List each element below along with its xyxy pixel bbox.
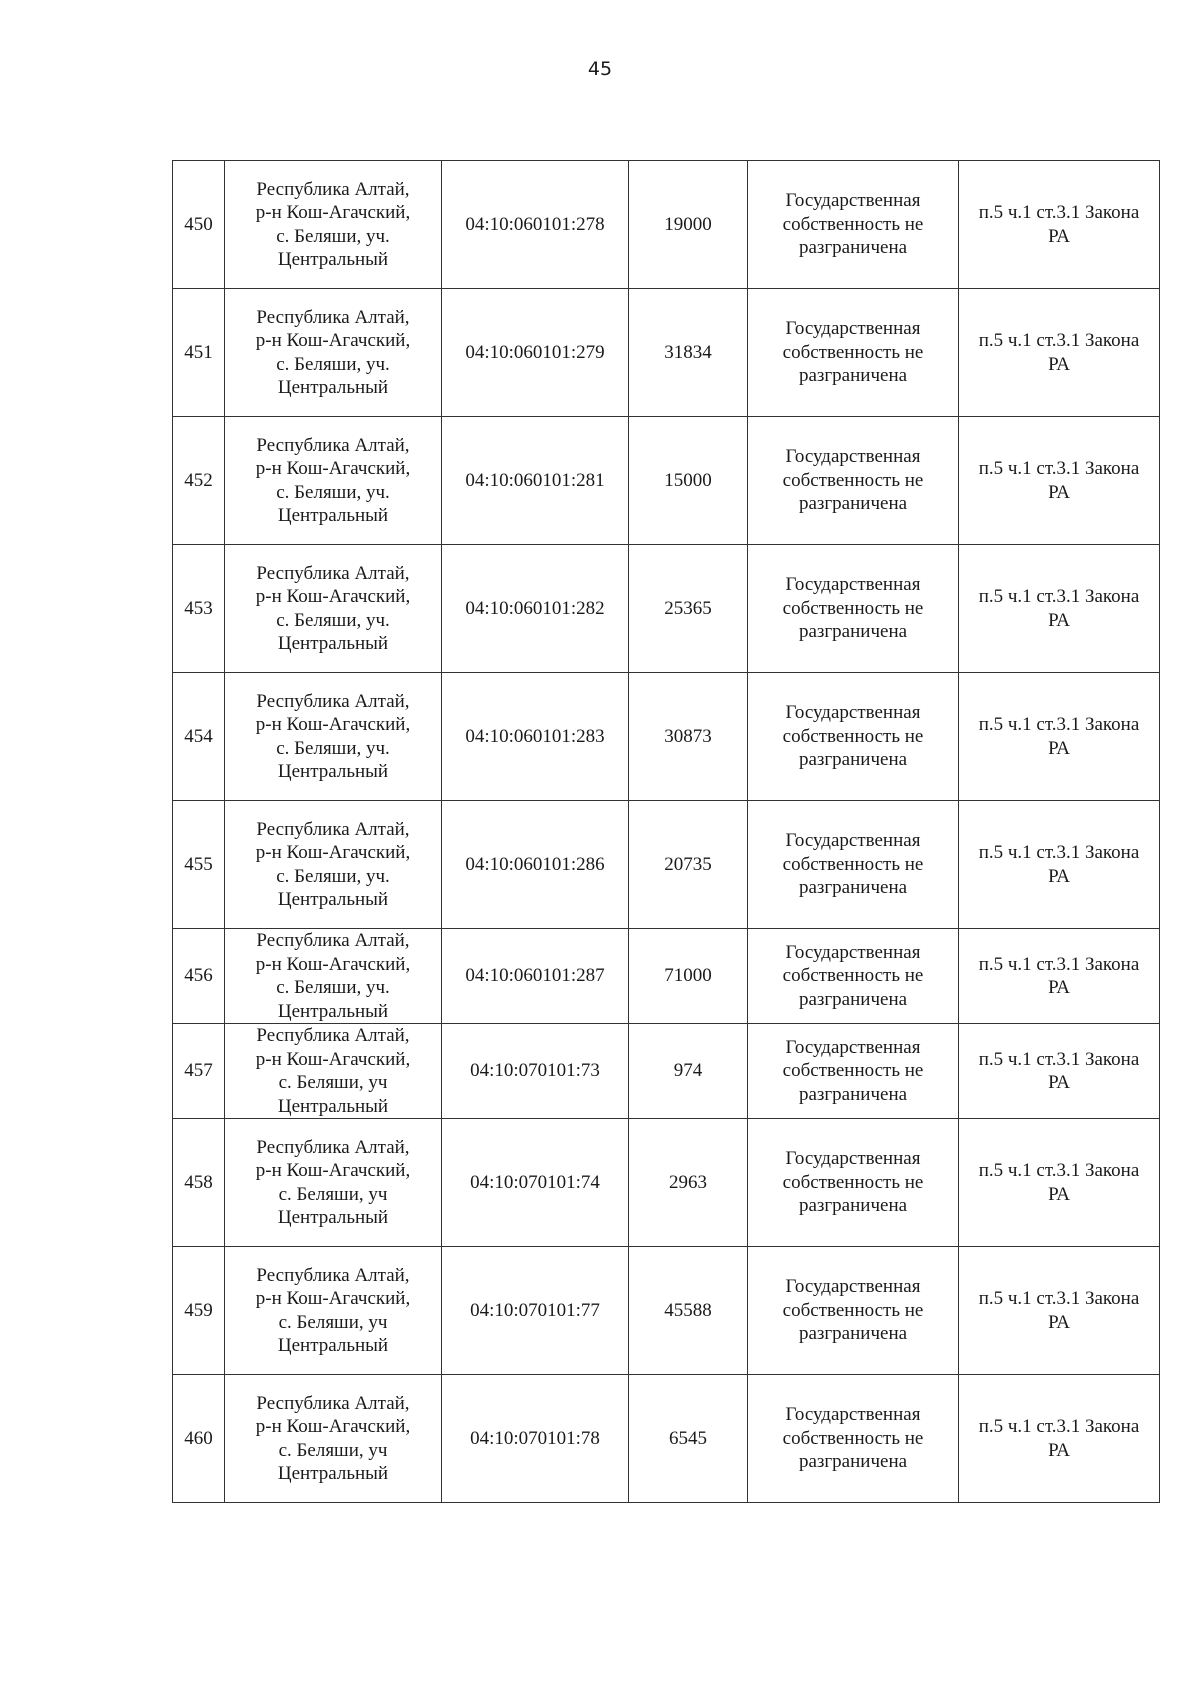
- cadastral-number: 04:10:070101:73: [442, 1024, 629, 1119]
- address-cell-line: Центральный: [277, 1335, 389, 1356]
- table-row: [173, 1247, 1160, 1375]
- address-cell-line: Республика Алтай,: [256, 1392, 410, 1414]
- ownership-cell-line: Государственная: [785, 941, 921, 963]
- ownership-cell-line: разграничена: [798, 365, 908, 387]
- table-row: [173, 1024, 1160, 1119]
- address-cell-line: с. Беляши, уч.: [276, 481, 390, 503]
- cadastral-number: 04:10:060101:286: [442, 801, 629, 929]
- address-cell-line: р-н Кош-Агачский,: [255, 586, 411, 607]
- address-cell-line: Центральный: [277, 889, 389, 910]
- legal-basis-cell-line: РА: [1048, 977, 1070, 998]
- legal-basis-cell-line: п.5 ч.1 ст.3.1 Закона: [978, 1288, 1140, 1309]
- legal-basis-cell-line: РА: [1048, 1072, 1070, 1093]
- legal-basis-cell: [959, 161, 1160, 289]
- ownership-cell-line: Государственная: [785, 318, 921, 340]
- legal-basis-cell: [959, 801, 1160, 929]
- legal-basis-cell-line: п.5 ч.1 ст.3.1 Закона: [978, 202, 1140, 223]
- address-cell-line: р-н Кош-Агачский,: [255, 953, 411, 975]
- legal-basis-cell-line: п.5 ч.1 ст.3.1 Закона: [978, 953, 1140, 975]
- area-value: 2963: [629, 1119, 748, 1247]
- legal-basis-cell-line: РА: [1048, 1439, 1070, 1461]
- table-row: [173, 545, 1160, 673]
- address-cell-line: Центральный: [277, 1095, 389, 1117]
- address-cell-line: Центральный: [277, 1000, 389, 1022]
- ownership-cell-line: разграничена: [798, 493, 908, 515]
- cadastral-number: 04:10:070101:77: [442, 1247, 629, 1375]
- legal-basis-cell-line: п.5 ч.1 ст.3.1 Закона: [978, 1048, 1140, 1070]
- legal-basis-cell-line: п.5 ч.1 ст.3.1 Закона: [978, 714, 1140, 735]
- ownership-cell-line: собственность не: [782, 1171, 924, 1193]
- area-value: 20735: [629, 801, 748, 929]
- legal-basis-cell-line: РА: [1048, 737, 1070, 759]
- land-registry-table: [172, 160, 1160, 1503]
- legal-basis-cell-line: РА: [1048, 865, 1070, 887]
- ownership-cell-line: Государственная: [785, 1036, 921, 1058]
- page-number: 45: [587, 58, 613, 80]
- ownership-cell-line: собственность не: [782, 469, 924, 491]
- ownership-cell-line: разграничена: [798, 237, 908, 259]
- row-number: 450: [173, 161, 225, 289]
- row-number: 457: [173, 1024, 225, 1119]
- address-cell-line: Республика Алтай,: [256, 178, 410, 200]
- ownership-cell: [748, 1375, 959, 1503]
- cadastral-number: 04:10:060101:287: [442, 929, 629, 1024]
- cadastral-number: 04:10:060101:281: [442, 417, 629, 545]
- legal-basis-cell-line: п.5 ч.1 ст.3.1 Закона: [978, 842, 1140, 863]
- address-cell-line: Республика Алтай,: [256, 306, 410, 328]
- row-number: 455: [173, 801, 225, 929]
- ownership-cell-line: разграничена: [798, 621, 908, 643]
- ownership-cell: [748, 1247, 959, 1375]
- area-value: 15000: [629, 417, 748, 545]
- table-row: [173, 417, 1160, 545]
- address-cell-line: Республика Алтай,: [256, 1136, 410, 1158]
- address-cell-line: р-н Кош-Агачский,: [255, 1160, 411, 1181]
- address-cell-line: р-н Кош-Агачский,: [255, 330, 411, 351]
- address-cell: [225, 289, 442, 417]
- address-cell-line: р-н Кош-Агачский,: [255, 714, 411, 735]
- legal-basis-cell-line: РА: [1048, 481, 1070, 503]
- legal-basis-cell: [959, 1119, 1160, 1247]
- row-number: 456: [173, 929, 225, 1024]
- legal-basis-cell: [959, 289, 1160, 417]
- address-cell-line: Центральный: [277, 761, 389, 782]
- address-cell-line: р-н Кош-Агачский,: [255, 842, 411, 863]
- address-cell-line: с. Беляши, уч.: [276, 977, 390, 998]
- address-cell-line: Республика Алтай,: [256, 690, 410, 712]
- address-cell-line: с. Беляши, уч: [278, 1439, 388, 1461]
- legal-basis-cell: [959, 417, 1160, 545]
- ownership-cell: [748, 161, 959, 289]
- address-cell: [225, 1375, 442, 1503]
- area-value: 45588: [629, 1247, 748, 1375]
- legal-basis-cell: [959, 1247, 1160, 1375]
- registry-body: [173, 161, 1160, 1503]
- area-value: 71000: [629, 929, 748, 1024]
- ownership-cell: [748, 929, 959, 1024]
- cadastral-number: 04:10:060101:279: [442, 289, 629, 417]
- ownership-cell-line: собственность не: [782, 965, 924, 987]
- ownership-cell-line: разграничена: [798, 988, 908, 1010]
- legal-basis-cell: [959, 673, 1160, 801]
- ownership-cell-line: собственность не: [782, 1427, 924, 1449]
- legal-basis-cell-line: РА: [1048, 225, 1070, 247]
- area-value: 25365: [629, 545, 748, 673]
- address-cell-line: с. Беляши, уч: [278, 1311, 388, 1333]
- row-number: 458: [173, 1119, 225, 1247]
- ownership-cell: [748, 1119, 959, 1247]
- table-row: [173, 161, 1160, 289]
- address-cell: [225, 801, 442, 929]
- row-number: 453: [173, 545, 225, 673]
- address-cell-line: Республика Алтай,: [256, 434, 410, 456]
- cadastral-number: 04:10:060101:278: [442, 161, 629, 289]
- ownership-cell-line: разграничена: [798, 1083, 908, 1105]
- table-row: [173, 929, 1160, 1024]
- address-cell-line: р-н Кош-Агачский,: [255, 1288, 411, 1309]
- area-value: 19000: [629, 161, 748, 289]
- cadastral-number: 04:10:060101:282: [442, 545, 629, 673]
- ownership-cell-line: разграничена: [798, 1323, 908, 1345]
- ownership-cell-line: Государственная: [785, 1276, 921, 1298]
- ownership-cell-line: разграничена: [798, 877, 908, 899]
- area-value: 30873: [629, 673, 748, 801]
- table-row: [173, 289, 1160, 417]
- address-cell-line: р-н Кош-Агачский,: [255, 1416, 411, 1437]
- legal-basis-cell-line: РА: [1048, 609, 1070, 631]
- ownership-cell-line: разграничена: [798, 1195, 908, 1217]
- address-cell-line: Центральный: [277, 1207, 389, 1228]
- ownership-cell-line: Государственная: [785, 702, 921, 724]
- address-cell-line: Центральный: [277, 1463, 389, 1484]
- address-cell: [225, 1119, 442, 1247]
- address-cell-line: Республика Алтай,: [256, 1264, 410, 1286]
- legal-basis-cell-line: п.5 ч.1 ст.3.1 Закона: [978, 458, 1140, 479]
- address-cell-line: р-н Кош-Агачский,: [255, 1048, 411, 1070]
- ownership-cell: [748, 289, 959, 417]
- address-cell: [225, 1247, 442, 1375]
- address-cell-line: Центральный: [277, 377, 389, 398]
- ownership-cell-line: разграничена: [798, 749, 908, 771]
- address-cell-line: с. Беляши, уч.: [276, 225, 390, 247]
- legal-basis-cell: [959, 1024, 1160, 1119]
- ownership-cell-line: Государственная: [785, 1404, 921, 1426]
- row-number: 460: [173, 1375, 225, 1503]
- table-row: [173, 1119, 1160, 1247]
- row-number: 452: [173, 417, 225, 545]
- ownership-cell: [748, 417, 959, 545]
- ownership-cell-line: Государственная: [785, 1148, 921, 1170]
- legal-basis-cell-line: РА: [1048, 1311, 1070, 1333]
- address-cell-line: с. Беляши, уч.: [276, 737, 390, 759]
- ownership-cell-line: собственность не: [782, 1060, 924, 1082]
- address-cell-line: Республика Алтай,: [256, 818, 410, 840]
- row-number: 459: [173, 1247, 225, 1375]
- area-value: 974: [629, 1024, 748, 1119]
- address-cell: [225, 161, 442, 289]
- address-cell-line: Центральный: [277, 505, 389, 526]
- address-cell-line: Центральный: [277, 633, 389, 654]
- table-row: [173, 801, 1160, 929]
- ownership-cell: [748, 1024, 959, 1119]
- ownership-cell-line: собственность не: [782, 1299, 924, 1321]
- address-cell: [225, 417, 442, 545]
- ownership-cell: [748, 801, 959, 929]
- ownership-cell-line: собственность не: [782, 853, 924, 875]
- legal-basis-cell-line: п.5 ч.1 ст.3.1 Закона: [978, 1416, 1140, 1437]
- legal-basis-cell-line: п.5 ч.1 ст.3.1 Закона: [978, 1160, 1140, 1181]
- address-cell-line: Республика Алтай,: [256, 1025, 410, 1046]
- ownership-cell-line: Государственная: [785, 830, 921, 852]
- area-value: 31834: [629, 289, 748, 417]
- legal-basis-cell-line: п.5 ч.1 ст.3.1 Закона: [978, 586, 1140, 607]
- address-cell-line: Республика Алтай,: [256, 562, 410, 584]
- row-number: 451: [173, 289, 225, 417]
- ownership-cell-line: собственность не: [782, 341, 924, 363]
- address-cell-line: с. Беляши, уч.: [276, 865, 390, 887]
- cadastral-number: 04:10:070101:78: [442, 1375, 629, 1503]
- address-cell: [225, 673, 442, 801]
- legal-basis-cell-line: п.5 ч.1 ст.3.1 Закона: [978, 330, 1140, 351]
- address-cell-line: с. Беляши, уч: [278, 1072, 388, 1093]
- address-cell-line: р-н Кош-Агачский,: [255, 458, 411, 479]
- address-cell-line: с. Беляши, уч.: [276, 609, 390, 631]
- legal-basis-cell: [959, 545, 1160, 673]
- ownership-cell-line: собственность не: [782, 597, 924, 619]
- legal-basis-cell-line: РА: [1048, 1183, 1070, 1205]
- row-number: 454: [173, 673, 225, 801]
- address-cell: [225, 545, 442, 673]
- ownership-cell: [748, 545, 959, 673]
- ownership-cell-line: разграничена: [798, 1451, 908, 1473]
- ownership-cell: [748, 673, 959, 801]
- ownership-cell-line: Государственная: [785, 574, 921, 596]
- legal-basis-cell-line: РА: [1048, 353, 1070, 375]
- address-cell-line: Центральный: [277, 249, 389, 270]
- cadastral-number: 04:10:060101:283: [442, 673, 629, 801]
- address-cell-line: с. Беляши, уч: [278, 1183, 388, 1205]
- legal-basis-cell: [959, 1375, 1160, 1503]
- ownership-cell-line: собственность не: [782, 213, 924, 235]
- legal-basis-cell: [959, 929, 1160, 1024]
- address-cell-line: Республика Алтай,: [256, 930, 410, 951]
- ownership-cell-line: Государственная: [785, 190, 921, 212]
- address-cell: [225, 929, 442, 1024]
- area-value: 6545: [629, 1375, 748, 1503]
- cadastral-number: 04:10:070101:74: [442, 1119, 629, 1247]
- address-cell-line: р-н Кош-Агачский,: [255, 202, 411, 223]
- ownership-cell-line: собственность не: [782, 725, 924, 747]
- table-row: [173, 673, 1160, 801]
- ownership-cell-line: Государственная: [785, 446, 921, 468]
- address-cell-line: с. Беляши, уч.: [276, 353, 390, 375]
- address-cell: [225, 1024, 442, 1119]
- table-row: [173, 1375, 1160, 1503]
